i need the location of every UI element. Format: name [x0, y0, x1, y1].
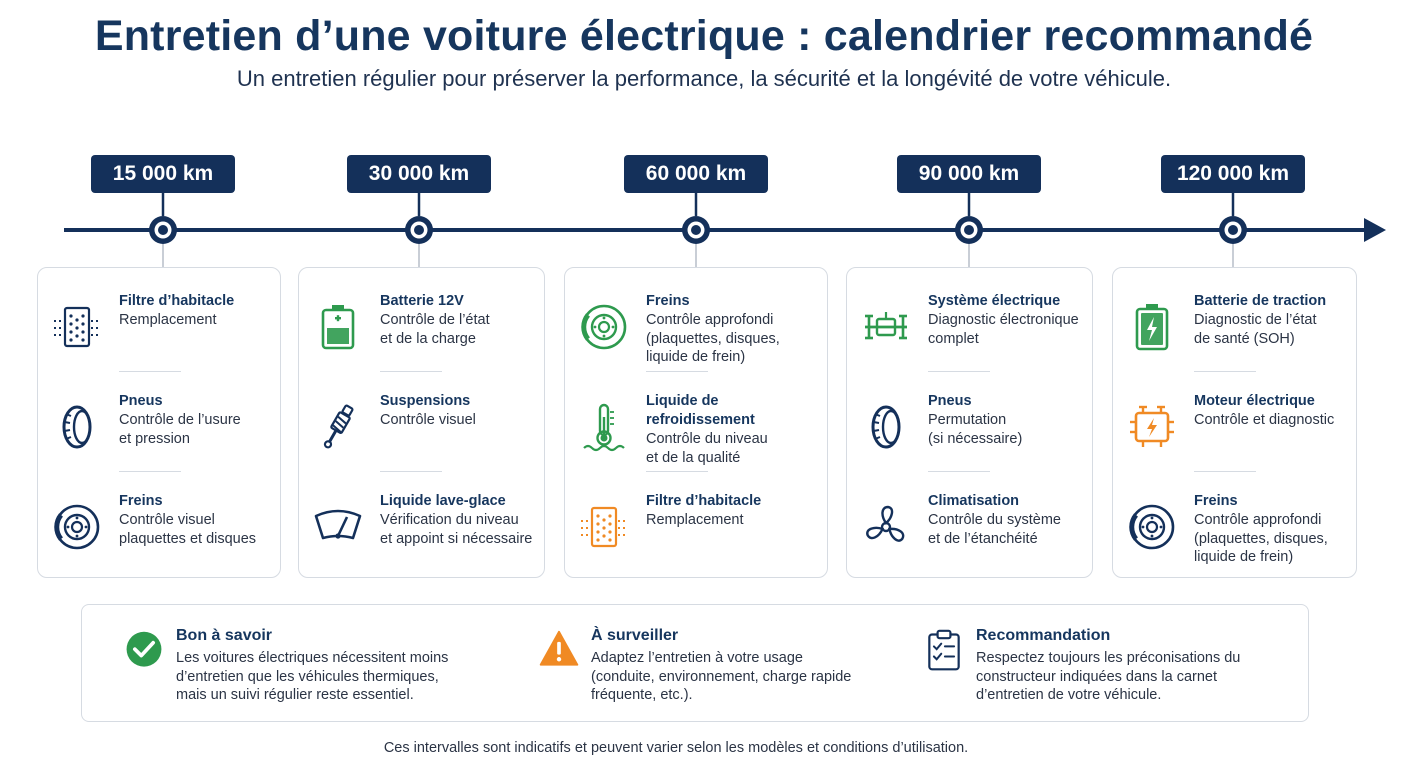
- coolant-thermometer-icon: [579, 402, 629, 452]
- item-separator: [646, 471, 708, 472]
- milestone-label: 30 000 km: [347, 155, 491, 193]
- maintenance-card: [298, 267, 545, 578]
- info-note-text: Adaptez l’entretien à votre usage (conduite, environnement, charge rapide fréquente, etc.).: [591, 650, 852, 703]
- maintenance-item-name: Filtre d’habitacle: [119, 293, 235, 309]
- page-title: Entretien d’une voiture électrique : calendrier recommandé: [94, 12, 1314, 60]
- milestone-node-dot: [158, 225, 168, 235]
- traction-battery-icon: [1127, 302, 1177, 352]
- item-separator: [1194, 371, 1256, 372]
- maintenance-item-name: Climatisation: [928, 493, 1020, 509]
- info-note-text: Respectez toujours les préconisations du constructeur indiquées dans la carnet d’entretien de votre véhicule.: [976, 650, 1241, 703]
- milestone-node-dot: [1228, 225, 1238, 235]
- maintenance-card: [846, 267, 1093, 578]
- item-separator: [380, 471, 442, 472]
- brake-disc-icon: [579, 302, 629, 352]
- shock-absorber-icon: [313, 402, 363, 452]
- maintenance-item-text: [119, 292, 272, 330]
- maintenance-item-text: [1194, 392, 1348, 430]
- check-circle-icon: [122, 629, 166, 673]
- electrical-system-icon: [861, 302, 911, 352]
- maintenance-item-text: [380, 492, 536, 548]
- info-note-title: Bon à savoir: [176, 627, 273, 644]
- maintenance-item-name: Filtre d’habitacle: [646, 493, 762, 509]
- maintenance-item-text: [380, 392, 536, 430]
- maintenance-item-text: [646, 292, 819, 367]
- milestone-node-dot: [414, 225, 424, 235]
- windshield-washer-icon: [313, 502, 363, 552]
- maintenance-item-name: Freins: [646, 293, 690, 309]
- brake-disc-icon: [52, 502, 102, 552]
- maintenance-item-description: Contrôle et diagnostic: [1194, 412, 1335, 428]
- tire-icon: [861, 402, 911, 452]
- maintenance-item-description: Contrôle approfondi (plaquettes, disques, liquide de frein): [1194, 512, 1328, 565]
- maintenance-item-description: Remplacement: [119, 312, 217, 328]
- page-subtitle: Un entretien régulier pour préserver la performance, la sécurité et la longévité de votre véhicule.: [236, 66, 1172, 91]
- milestone-label: 120 000 km: [1161, 155, 1305, 193]
- maintenance-item-description: Contrôle de l’état et de la charge: [380, 312, 490, 347]
- maintenance-item-description: Vérification du niveau et appoint si nécessaire: [380, 512, 533, 547]
- maintenance-item-name: Liquide de refroidissement: [646, 393, 755, 428]
- maintenance-item-text: [928, 292, 1084, 348]
- maintenance-item-description: Contrôle du système et de l’étanchéité: [928, 512, 1061, 547]
- fan-icon: [861, 502, 911, 552]
- item-separator: [646, 371, 708, 372]
- info-panel: [81, 604, 1309, 722]
- timeline-arrow-head: [1364, 218, 1386, 242]
- maintenance-item-description: Permutation (si nécessaire): [928, 412, 1023, 447]
- cabin-filter-icon: [579, 502, 629, 552]
- maintenance-item-description: Contrôle visuel plaquettes et disques: [119, 512, 257, 547]
- info-note-title: À surveiller: [591, 627, 679, 644]
- maintenance-item-name: Moteur électrique: [1194, 393, 1315, 409]
- item-separator: [928, 471, 990, 472]
- maintenance-item-text: [119, 392, 272, 448]
- maintenance-item-text: [119, 492, 272, 548]
- maintenance-item-name: Pneus: [928, 393, 972, 409]
- maintenance-item-text: [646, 492, 819, 530]
- cabin-filter-icon: [52, 302, 102, 352]
- maintenance-item-name: Pneus: [119, 393, 163, 409]
- maintenance-item-name: Freins: [119, 493, 163, 509]
- maintenance-item-name: Liquide lave-glace: [380, 493, 506, 509]
- maintenance-item-description: Remplacement: [646, 512, 744, 528]
- maintenance-item-name: Batterie de traction: [1194, 293, 1327, 309]
- info-note-title: Recommandation: [976, 627, 1111, 644]
- item-separator: [1194, 471, 1256, 472]
- info-note-text: Les voitures électriques nécessitent moins d’entretien que les véhicules thermiques, mais un suivi régulier reste essentiel.: [176, 650, 449, 703]
- maintenance-card: [564, 267, 828, 578]
- battery-12v-icon: [313, 302, 363, 352]
- maintenance-item-text: [1194, 292, 1348, 348]
- milestone-node-dot: [964, 225, 974, 235]
- maintenance-item-description: Contrôle visuel: [380, 412, 476, 428]
- maintenance-item-text: [928, 492, 1084, 548]
- tire-icon: [52, 402, 102, 452]
- milestone-node-dot: [691, 225, 701, 235]
- milestone-label: 90 000 km: [897, 155, 1041, 193]
- maintenance-item-text: [646, 392, 819, 467]
- maintenance-item-text: [928, 392, 1084, 448]
- maintenance-item-name: Batterie 12V: [380, 293, 464, 309]
- maintenance-item-description: Contrôle du niveau et de la qualité: [646, 431, 768, 466]
- maintenance-item-text: [1194, 492, 1348, 567]
- warning-triangle-icon: [537, 629, 581, 673]
- maintenance-card: [1112, 267, 1357, 578]
- item-separator: [119, 371, 181, 372]
- maintenance-item-description: Contrôle de l’usure et pression: [119, 412, 241, 447]
- maintenance-item-text: [380, 292, 536, 348]
- maintenance-item-description: Diagnostic de l’état de santé (SOH): [1194, 312, 1317, 347]
- electric-motor-icon: [1127, 402, 1177, 452]
- milestone-label: 60 000 km: [624, 155, 768, 193]
- item-separator: [119, 471, 181, 472]
- maintenance-item-name: Système électrique: [928, 293, 1061, 309]
- item-separator: [928, 371, 990, 372]
- maintenance-card: [37, 267, 281, 578]
- maintenance-item-name: Suspensions: [380, 393, 471, 409]
- maintenance-item-description: Contrôle approfondi (plaquettes, disques, liquide de frein): [646, 312, 780, 365]
- item-separator: [380, 371, 442, 372]
- milestone-label: 15 000 km: [91, 155, 235, 193]
- clipboard-checklist-icon: [922, 629, 966, 673]
- brake-disc-icon: [1127, 502, 1177, 552]
- footnote: Ces intervalles sont indicatifs et peuvent varier selon les modèles et conditions d’utilisation.: [383, 740, 969, 756]
- maintenance-item-name: Freins: [1194, 493, 1238, 509]
- maintenance-item-description: Diagnostic électronique complet: [928, 312, 1079, 347]
